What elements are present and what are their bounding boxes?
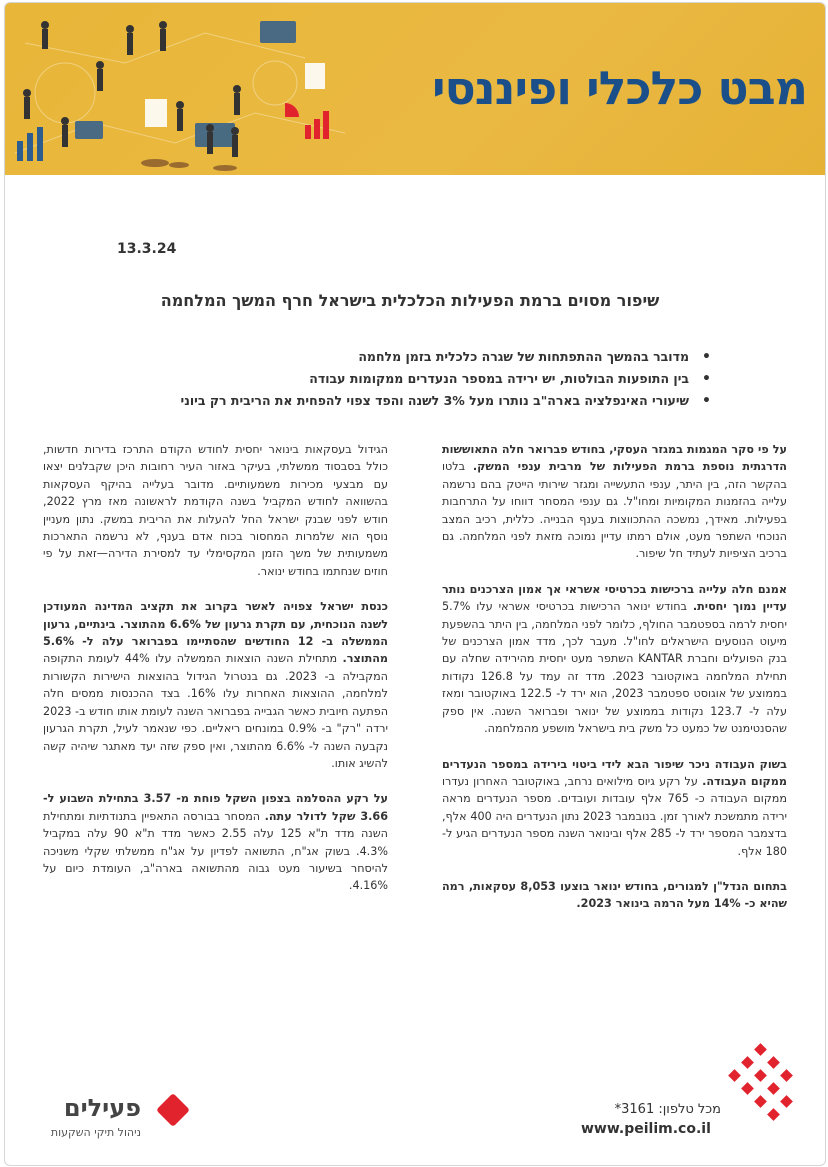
- paragraph-body: בחודש ינואר הרכישות בכרטיסי אשראי עלו 5.7% יחסית לרמה בספטמבר החולף, כלומר לפני המלחמה, בין היתר בהשפעת מיעוט הנוסעים הישראלים לחו"ל. מעבר לכך, מדד אמון הצרכנים של בנק הפועלים וחברת KANTAR השתפר מעט יחסית מהירידה שחלה עם תחילת המלחמה באוקטובר 2023. מדד זה עמד על 126.8 נקודות בממוצע של אוגוסט ספטמבר 2023, הוא ירד ל- 122.5 באוקטובר ומאז עלה ל- 123.7 נקודות בממוצע של ינואר ופברואר השנה. אין ספק שהסנטימנט של כמעט כל משק בית בישראל מושפע מהמלחמה.: [442, 600, 788, 736]
- contact-info: [581, 1102, 721, 1137]
- left-text-column: [43, 441, 388, 913]
- paragraph-lead: כנסת ישראל צפויה לאשר בקרוב את תקציב המדינה המעודכן לשנה הנוכחית, עם תקרת גרעון של 6.6% מהתוצר. בינתיים, גרעון הממשלה ב- 12 החודשים שהסתיימו בפברואר עלה ל- 5.6% מהתוצר.: [43, 600, 389, 666]
- report-headline: שיפור מסוים ברמת הפעילות הכלכלית בישראל חרף המשך המלחמה: [160, 291, 660, 310]
- paragraph-lead: על רקע ההסלמה בצפון השקל פוחת מ- 3.57 בתחילת השבוע ל- 3.66 שקל לדולר עתה.: [43, 792, 388, 823]
- paragraph-lead: אמנם חלה עלייה ברכישות בכרטיסי אשראי אך אמון הצרכנים נותר עדיין נמוך יחסית.: [442, 582, 787, 614]
- paragraph: [442, 441, 787, 563]
- red-diamond-icon: [156, 1093, 190, 1127]
- red-dots-logo-icon: [721, 1043, 803, 1133]
- summary-bullet: • שיעורי האינפלציה בארה"ב נותרו מעל 3% לשנה והפד צפוי להפחית את הריבית רק ביוני: [95, 390, 715, 412]
- brand-name: פעילים: [63, 1094, 141, 1122]
- business-people-illustration: [5, 3, 365, 175]
- paragraph-body: הגידול בעסקאות בינואר יחסית לחודש הקודם התרכז בדירות חדשות, כולל בסבסוד ממשלתי, בעיקר באזור העיר רחובות היכן שקבלנים יצאו עם מבצעי מכירות משמעותיים. מדובר בעלייה בהיקף העסקאות בהשוואה לחודש המקביל בשנה הקודמת לראשונה מאז מרץ 2022, חודש לפני שבנק ישראל החל להעלות את הריבית במשק. נתון מעניין נוסף הוא שלמרות המחסור בכוח אדם בענף, לא נרשמה התארכות משמעותית של משך הזמן המקסימלי עד למסירת הדירה—זאת על פי חוזים שנחתמו בחודש ינואר.: [43, 443, 388, 578]
- report-date: 13.3.24: [117, 241, 177, 257]
- paragraph: [43, 441, 388, 580]
- newsletter-page: [4, 2, 826, 1166]
- paragraph: [442, 756, 787, 860]
- paragraph: [43, 790, 388, 894]
- paragraph-body: מתחילת השנה הוצאות הממשלה עלו 44% לעומת התקופה המקבילה ב- 2023. גם בנטרול הגידול בהוצאות הישירות הקשורות למלחמה, ההוצאות האחרות עלו 16%. בצד ההכנסות ממסים חלה הפתעה חיובית כאשר הגבייה בפברואר השנה לעומת אותו חודש ב- 2023 ירדה "רק" ב- 0.9% במונחים ריאליים. כפי שנאמר לעיל, תקרת הגרעון נקבעה השנה ל- 6.6% מהתוצר, ואין ספק שזה יעד מאתגר שיהיה קשה להשיג אותו.: [43, 652, 388, 770]
- brand-tagline: ניהול תיקי השקעות: [50, 1126, 141, 1139]
- paragraph-lead: בתחום הנדל"ן למגורים, בחודש ינואר בוצעו 8,053 עסקאות, רמה שהיא כ- 14% מעל הרמה בינואר 2023.: [442, 879, 787, 911]
- paragraph-body: על רקע גיוס מילואים נרחב, באוקטובר האחרון נעדרו ממקום העבודה כ- 765 אלף עובדות ועובדים. מספר הנעדרים מראה ירידה מתמשכת לאורך זמן. בנובמבר 2023 נתון הנעדרים היה 400 אלף, בדצמבר המספר ירד ל- 285 אלף ובינואר השנה מספר הנעדרים הגיע ל- 180 אלף.: [442, 774, 788, 858]
- paragraph: [442, 878, 787, 913]
- paragraph: [43, 598, 388, 772]
- paragraph-lead: על פי סקר המגמות במגזר העסקי, בחודש פברואר חלה התאוששות הדרגתית נוספת ברמת הפעילות של מרבית ענפי המשק.: [442, 443, 787, 474]
- paragraph-lead: בשוק העבודה ניכר שיפור הבא לידי ביטוי בירידה במספר הנעדרים ממקום העבודה.: [442, 757, 787, 788]
- header-banner: [5, 3, 825, 175]
- paragraph: [442, 581, 787, 738]
- paragraph-body: המסחר בבורסה התאפיין בתנודתיות ומתחילת השנה מדד ת"א 125 עלה 2.55 כאשר מדד ת"א 90 עלה במקביל 4.3%. בשוק אג"ח, התשואה לפדיון על אג"ח ממשלתי שקלי משניכה להיסחר בשיעור מעט גבוה מהתשואה בארה"ב, העומדת כיום על 4.16%.: [43, 809, 388, 893]
- summary-bullet: • מדובר בהמשך ההתפתחות של שגרה כלכלית בזמן מלחמה: [95, 346, 715, 368]
- website-link[interactable]: www.peilim.co.il: [581, 1121, 711, 1137]
- summary-bullets: [95, 346, 715, 412]
- right-text-column: [442, 441, 787, 931]
- peilim-logo: [39, 1090, 189, 1150]
- phone-number: מכל טלפון: 3161*: [614, 1102, 721, 1117]
- summary-bullet: • בין התופעות הבולטות, יש ירידה במספר הנעדרים ממקומות עבודה: [95, 368, 715, 390]
- paragraph-body: בלטו בהקשר הזה, בין היתר, ענפי התעשייה ומגזר שירותי הייטק בהם נרשמה עלייה בהזמנות המקומיות ומחו"ל. גם ענפי המסחר דווחו על התרחבות בפעילות. מאידך, נמשכה ההתכווצות בענף הבנייה. כללית, רכיב המצב הנוכחי השתפר מעט, אולם רמתו עדיין נמוכה מזאת לפני המלחמה. גם ברכיב הציפיות לעתיד חל שיפור.: [442, 460, 787, 561]
- newsletter-title: מבט כלכלי ופיננסי: [431, 61, 807, 115]
